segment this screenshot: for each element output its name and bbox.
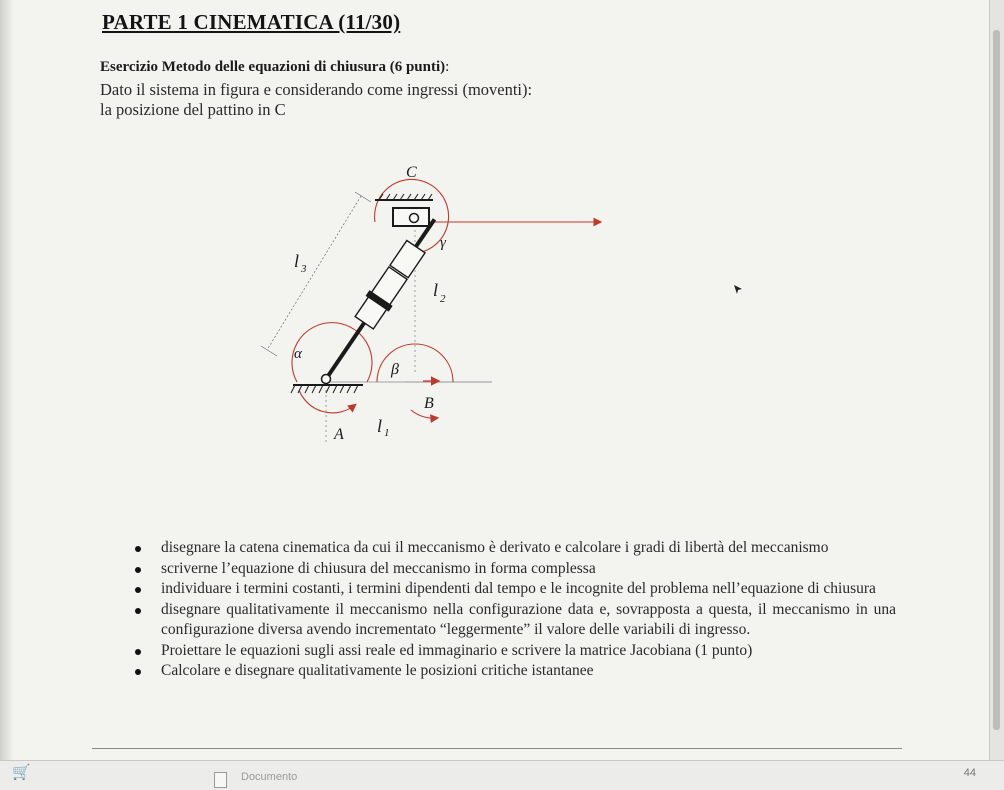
cart-icon[interactable]: 🛒 <box>12 763 31 781</box>
task-item: disegnare qualitativamente il meccanismo nella configurazione data e, sovrapposta a questa, il meccanismo in una configurazione diversa avendo incrementato “leggermente” il valore delle variabili di ingresso. <box>130 600 896 641</box>
label-a: A <box>334 426 344 443</box>
pin-c <box>410 214 419 223</box>
exercise-colon: : <box>445 59 450 75</box>
mechanism-figure <box>255 150 615 450</box>
pin-a <box>322 375 331 384</box>
document-label[interactable]: Documento <box>241 771 298 783</box>
label-b: B <box>424 395 434 412</box>
l3-tick-top <box>355 192 371 202</box>
label-l2: l $_2$ <box>433 280 446 305</box>
task-item: Proiettare le equazioni sugli assi reale ed immaginario e scrivere la matrice Jacobiana (1 punto) <box>130 641 896 662</box>
label-beta: β <box>391 361 399 378</box>
page-number: 44 <box>963 767 976 779</box>
rod-lower <box>326 319 366 379</box>
vertical-scrollbar[interactable] <box>989 0 1004 760</box>
task-list <box>130 538 896 682</box>
alpha-arrow <box>299 390 355 413</box>
page-title: PARTE 1 CINEMATICA (11/30) <box>102 10 401 34</box>
ground-a-hatch <box>291 385 358 393</box>
scrollbar-thumb[interactable] <box>993 30 1000 730</box>
document-icon <box>214 772 227 788</box>
task-item: individuare i termini costanti, i termini dipendenti dal tempo e le incognite del problema nell’equazione di chiusura <box>130 579 896 600</box>
task-item: scriverne l’equazione di chiusura del meccanismo in forma complessa <box>130 559 896 580</box>
label-l1: l $_1$ <box>377 416 390 439</box>
rod-assembly <box>314 212 446 387</box>
task-item: Calcolare e disegnare qualitativamente le posizioni critiche istantanee <box>130 661 896 682</box>
taskbar <box>0 760 1004 790</box>
intro-line-1: Dato il sistema in figura e considerando come ingressi (moventi): <box>100 80 533 99</box>
label-l3: l $_3$ <box>294 251 307 275</box>
label-alpha: α <box>294 346 302 362</box>
page-bottom-rule <box>92 748 902 749</box>
label-gamma: γ <box>440 235 446 251</box>
page-edge-shadow <box>0 0 14 760</box>
mouse-cursor-icon <box>734 285 742 295</box>
l3-tick-bottom <box>261 346 277 356</box>
label-c: C <box>406 164 417 181</box>
beta-arc <box>377 344 453 382</box>
intro-line-2: la posizione del pattino in C <box>100 100 286 119</box>
exercise-heading: Esercizio Metodo delle equazioni di chiusura <box>100 59 386 75</box>
exercise-points: (6 punti) <box>389 59 446 75</box>
task-item: disegnare la catena cinematica da cui il meccanismo è derivato e calcolare i gradi di libertà del meccanismo <box>130 538 896 559</box>
exercise-heading-line <box>100 59 449 76</box>
